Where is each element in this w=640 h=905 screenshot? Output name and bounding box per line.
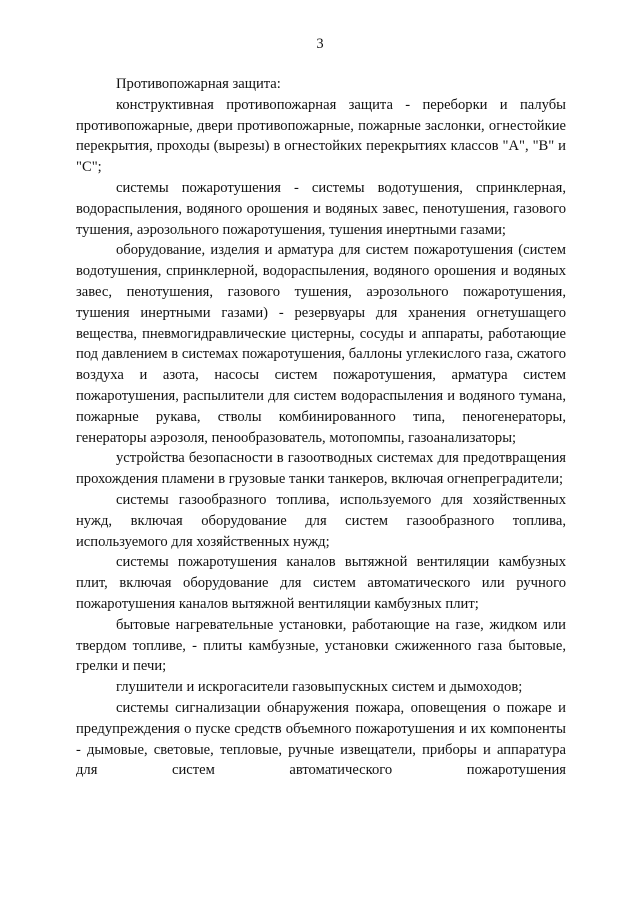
paragraph-fire-extinguishing-systems: системы пожаротушения - системы водотушения, спринклерная, водораспыления, водяного орошения и водяных завес, пенотушения, газового тушения, аэрозольного пожаротушения, тушения инертными газами; (76, 179, 566, 238)
section-heading: Противопожарная защита: (116, 76, 281, 92)
paragraph-structural-fire-protection: конструктивная противопожарная защита - переборки и палубы противопожарные, двери противопожарные, пожарные заслонки, огнестойкие перекрытия, проходы (вырезы) в огнестойких перекрытиях классов "А", "В" и "С"; (76, 96, 566, 176)
document-body (76, 74, 566, 781)
paragraph-galley-exhaust-systems: системы пожаротушения каналов вытяжной вентиляции камбузных плит, включая оборудование для систем автоматического или ручного пожаротушения каналов вытяжной вентиляции камбузных плит; (76, 554, 566, 612)
paragraph-safety-devices: устройства безопасности в газоотводных системах для предотвращения прохождения пламени в грузовые танки танкеров, включая огнепреградители; (76, 450, 566, 488)
paragraph-gaseous-fuel-systems: системы газообразного топлива, используемого для хозяйственных нужд, включая оборудование для систем газообразного топлива, используемого для хозяйственных нужд; (76, 491, 566, 550)
paragraph-fire-alarm-systems: системы сигнализации обнаружения пожара, оповещения о пожаре и предупреждения о пуске средств объемного пожаротушения и их компоненты - дымовые, световые, тепловые, ручные извещатели, приборы и аппаратура для систем автоматического пожаротушения (76, 699, 566, 779)
paragraph-silencers-spark-arresters: глушители и искрогасители газовыпускных систем и дымоходов; (116, 679, 523, 696)
paragraph-domestic-heating: бытовые нагревательные установки, работающие на газе, жидком или твердом топливе, - плиты камбузные, установки сжиженного газа бытовые, грелки и печи; (76, 616, 566, 675)
paragraph-equipment-and-fittings: оборудование, изделия и арматура для систем пожаротушения (систем водотушения, спринклерной, водораспыления, водяного орошения и водяных завес, пенотушения, газового тушения, аэрозольного пожаротушения, тушения инертными газами) - резервуары для хранения огнетушащего вещества, пневмогидравлические цистерны, сосуды и аппараты, работающие под давлением в системах пожаротушения, баллоны углекислого газа, сжатого воздуха и азота, насосы систем пожаротушения, арматура систем пожаротушения, распылители для систем водораспыления и водяного тумана, пожарные рукава, стволы комбинированного типа, пеногенераторы, генераторы аэрозоля, пенообразователь, мотопомпы, газоанализаторы; (76, 242, 566, 446)
page-number: 3 (316, 36, 324, 52)
